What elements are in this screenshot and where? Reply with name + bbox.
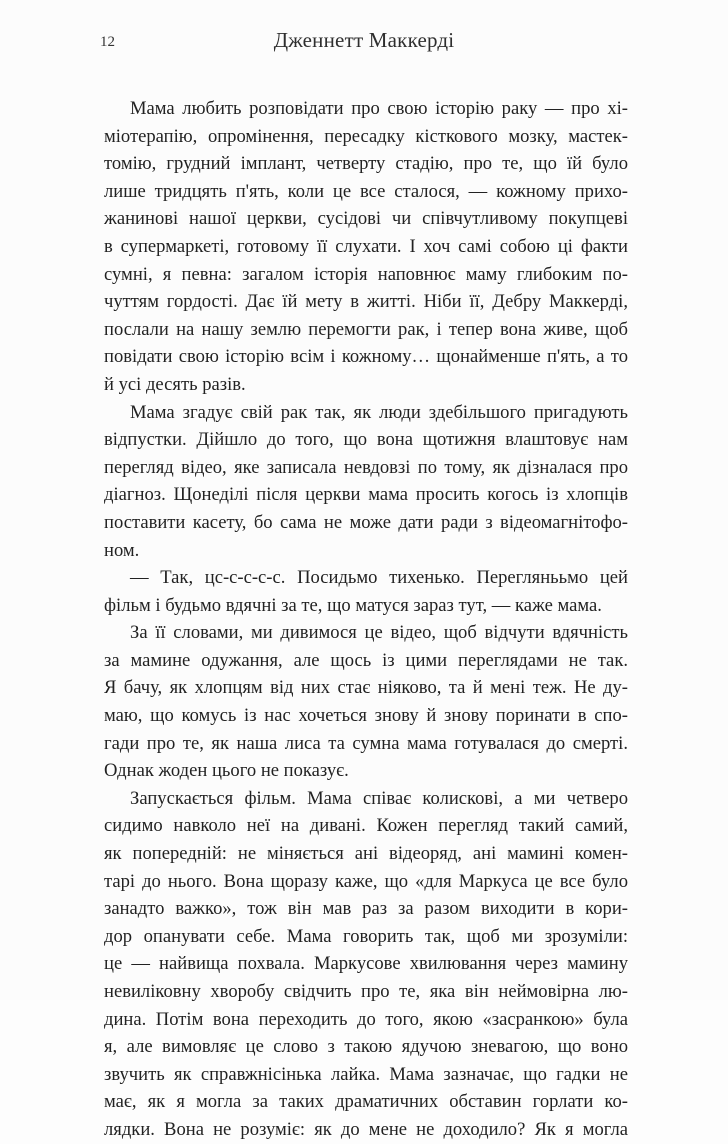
text-line: маю, що комусь із нас хочеться знову й знову поринати в спо- xyxy=(104,705,628,727)
text-line: й усі десять разів. xyxy=(104,373,246,395)
text-line: перегляд відео, яке записала невдовзі по тому, як дізналася про xyxy=(104,456,628,478)
text-line: має, як я могла за таких драматичних обставин горлати ко- xyxy=(104,1091,628,1113)
text-line: дор опанувати себе. Мама говорить так, щоб ми зрозуміли: xyxy=(104,925,628,947)
text-line: сумні, я певна: загалом історія наповнює маму глибоким по- xyxy=(104,263,628,285)
text-line: ном. xyxy=(104,539,140,561)
text-line: я, але вимовляє це слово з такою ядучою зневагою, що воно xyxy=(104,1036,628,1058)
text-line: як попередній: не міняється ані відеоряд, ані мамині комен- xyxy=(104,843,628,865)
text-line: Запускається фільм. Мама співає колискові, а ми четверо xyxy=(130,787,628,809)
text-line: лише тридцять п'ять, коли це все сталося, — кожному прихо- xyxy=(104,180,628,202)
text-line: звучить як справжнісінька лайка. Мама зазначає, що гадки не xyxy=(104,1063,628,1085)
paragraph xyxy=(104,95,628,399)
text-line: За її словами, ми дивимося це відео, щоб відчути вдячність xyxy=(130,622,628,644)
text-line: Я бачу, як хлопцям від них стає ніяково, та й мені теж. Не ду- xyxy=(104,677,628,699)
text-line: міотерапію, опромінення, пересадку кісткового мозку, мастек- xyxy=(104,125,628,147)
text-line: це — найвища похвала. Маркусове хвилювання через мамину xyxy=(104,953,628,975)
paragraph xyxy=(104,564,628,619)
text-line: поставити касету, бо сама не може дати ради з відеомагнітофо- xyxy=(104,511,628,533)
text-line: чуттям гордості. Дає їй мету в житті. Ніби її, Дебру Маккерді, xyxy=(104,291,628,313)
paragraph xyxy=(104,399,628,565)
running-head xyxy=(0,28,728,58)
text-line: дина. Потім вона переходить до того, якою «засранкою» була xyxy=(104,1008,628,1030)
page-number: 12 xyxy=(100,34,115,50)
text-line: фільм і будьмо вдячні за те, що матуся зараз тут, — каже мама. xyxy=(104,594,602,616)
text-line: Однак жоден цього не показує. xyxy=(104,760,349,782)
text-line: сидимо навколо неї на дивані. Кожен перегляд такий самий, xyxy=(104,815,628,837)
body-text xyxy=(104,95,628,1144)
text-line: невиліковну хворобу свідчить про те, яка він неймовірна лю- xyxy=(104,981,628,1002)
text-line: Мама любить розповідати про свою історію раку — про хі- xyxy=(130,98,628,119)
running-head-author: Дженнетт Маккерді xyxy=(273,28,455,52)
text-line: відпустки. Дійшло до того, що вона щотижня влаштовує нам xyxy=(104,429,628,451)
text-line: Мама згадує свій рак так, як люди здебільшого пригадують xyxy=(130,401,628,423)
text-line: повідати свою історію всім і кожному… щонайменше п'ять, а то xyxy=(104,346,628,368)
paragraph xyxy=(104,619,628,785)
text-line: послали на нашу землю перемогти рак, і тепер вона живе, щоб xyxy=(104,318,628,340)
text-line: занадто важко», тож він мав раз за разом виходити в кори- xyxy=(104,898,628,920)
text-line: діагноз. Щонеділі після церкви мама просить когось із хлопців xyxy=(104,484,628,506)
text-line: за мамине одужання, але щось із цими переглядами не так. xyxy=(104,649,628,671)
paragraph xyxy=(104,785,628,1144)
text-line: тарі до нього. Вона щоразу каже, що «для Маркуса це все було xyxy=(104,870,628,892)
text-line: жанинові нашої церкви, сусідові чи співчутливому покупцеві xyxy=(104,208,628,230)
text-line: — Так, цс-с-с-с-с. Посидьмо тихенько. Переглянььмо цей xyxy=(130,567,628,589)
text-line: томію, грудний імплант, четверту стадію, про те, що їй було xyxy=(104,153,628,175)
text-line: в супермаркеті, готовому її слухати. І хоч самі собою ці факти xyxy=(104,235,628,257)
text-line: гади про те, як наша лиса та сумна мама готувалася до смерті. xyxy=(104,732,628,754)
text-line: лядки. Вона не розуміє: як до мене не доходило? Як я могла xyxy=(104,1118,628,1140)
